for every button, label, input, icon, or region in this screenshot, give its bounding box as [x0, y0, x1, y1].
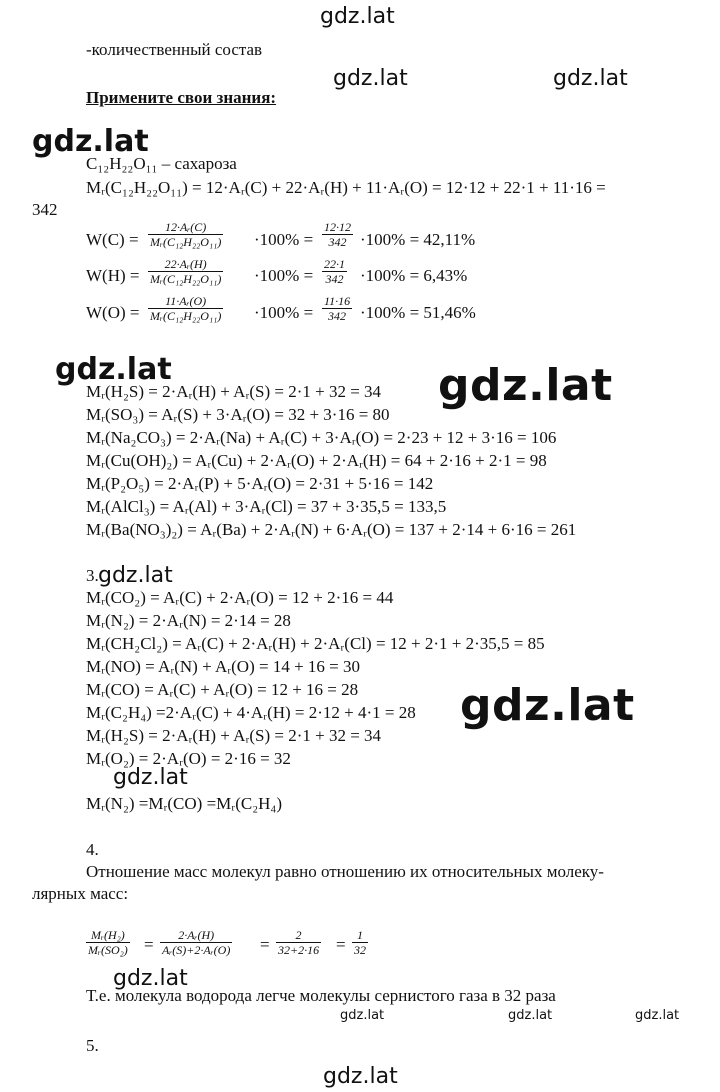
wh-num-2: 22·1: [324, 257, 345, 271]
watermark: gdz.lat: [333, 66, 408, 91]
ratio-fraction-2: [160, 928, 232, 957]
watermark: gdz.lat: [438, 360, 613, 411]
equals-sign: =: [144, 935, 154, 954]
wc-fraction-2: [322, 220, 353, 249]
task4-text: лярных масс:: [32, 884, 129, 903]
wc-label: W(C) =: [86, 230, 139, 249]
ratio-num-4: 1: [352, 928, 368, 943]
watermark: gdz.lat: [98, 563, 173, 588]
watermark: gdz.lat: [340, 1008, 385, 1023]
task3-line: Mᵣ(CH₂Cl₂) = Aᵣ(C) + 2·Aᵣ(H) + 2·Aᵣ(Cl) = 12 + 2·1 + 2·35,5 = 85: [86, 634, 545, 653]
wc-num-2: 12·12: [324, 220, 351, 234]
task3-line: Mᵣ(N₂) = 2·Aᵣ(N) = 2·14 = 28: [86, 611, 291, 630]
wh-label: W(H) =: [86, 266, 140, 285]
wc-mid: ·100% =: [254, 230, 314, 249]
equals-sign: =: [260, 935, 270, 954]
watermark: gdz.lat: [113, 765, 188, 790]
section-heading: Примените свои знания:: [86, 88, 277, 107]
ratio-num-3: 2: [276, 928, 321, 943]
task2-line: Mᵣ(AlCl₃) = Aᵣ(Al) + 3·Aᵣ(Cl) = 37 + 3·35,5 = 133,5: [86, 497, 447, 516]
watermark: gdz.lat: [113, 966, 188, 991]
task3-number: 3.: [86, 566, 99, 585]
ratio-num-2: 2·Aᵣ(H): [160, 928, 232, 943]
ratio-den-2: Aᵣ(S)+2·Aᵣ(O): [162, 943, 231, 957]
watermark: gdz.lat: [553, 66, 628, 91]
task2-line: Mᵣ(Cu(OH)₂) = Aᵣ(Cu) + 2·Aᵣ(O) + 2·Aᵣ(H) = 64 + 2·16 + 2·1 = 98: [86, 451, 547, 470]
watermark: gdz.lat: [635, 1008, 680, 1023]
task3-line: Mᵣ(NO) = Aᵣ(N) + Aᵣ(O) = 14 + 16 = 30: [86, 657, 361, 676]
molar-mass-line: Mᵣ(C₁₂H₂₂O₁₁) = 12·Aᵣ(C) + 22·Aᵣ(H) + 11·Aᵣ(O) = 12·12 + 22·1 + 11·16 =: [86, 178, 606, 197]
task3-line: Mᵣ(CO) = Aᵣ(C) + Aᵣ(O) = 12 + 16 = 28: [86, 680, 359, 699]
wo-fraction-1: [148, 294, 223, 323]
wc-fraction-1: [148, 220, 223, 249]
ratio-fraction-1: [86, 928, 130, 957]
wo-fraction-2: [322, 294, 352, 323]
wh-fraction-2: [322, 257, 347, 286]
wc-num-1: 12·Aᵣ(C): [148, 220, 223, 235]
watermark: gdz.lat: [508, 1008, 553, 1023]
wh-den-1: Mᵣ(C₁₂H₂₂O₁₁): [150, 272, 222, 286]
wo-num-2: 11·16: [324, 294, 351, 308]
task3-line: Mᵣ(O₂) = 2·Aᵣ(O) = 2·16 = 32: [86, 749, 291, 768]
wc-den-1: Mᵣ(C₁₂H₂₂O₁₁): [150, 235, 222, 249]
task2-line: Mᵣ(Ba(NO₃)₂) = Aᵣ(Ba) + 2·Aᵣ(N) + 6·Aᵣ(O) = 137 + 2·14 + 6·16 = 261: [86, 520, 577, 539]
task5-number: 5.: [86, 1036, 99, 1055]
task3-line: Mᵣ(CO₂) = Aᵣ(C) + 2·Aᵣ(O) = 12 + 2·16 = 44: [86, 588, 394, 607]
task3-line: Mᵣ(C₂H₄) =2·Aᵣ(C) + 4·Aᵣ(H) = 2·12 + 4·1 = 28: [86, 703, 416, 722]
task2-line: Mᵣ(SO₃) = Aᵣ(S) + 3·Aᵣ(O) = 32 + 3·16 = 80: [86, 405, 390, 424]
wc-tail: ·100% = 42,11%: [360, 230, 476, 249]
molar-mass-result: 342: [32, 200, 58, 219]
task3-line: Mᵣ(H₂S) = 2·Aᵣ(H) + Aᵣ(S) = 2·1 + 32 = 34: [86, 726, 382, 745]
wh-mid: ·100% =: [254, 266, 314, 285]
task3-conclusion: Mᵣ(N₂) =Mᵣ(CO) =Mᵣ(C₂H₄): [86, 794, 282, 813]
equals-sign: =: [336, 935, 346, 954]
task4-conclusion: Т.е. молекула водорода легче молекулы сернистого газа в 32 раза: [86, 986, 556, 1005]
wo-mid: ·100% =: [254, 303, 314, 322]
wh-den-2: 342: [325, 272, 344, 286]
wh-num-1: 22·Aᵣ(H): [148, 257, 223, 272]
watermark: gdz.lat: [32, 124, 149, 159]
ratio-fraction-4: [352, 928, 368, 957]
task2-line: Mᵣ(H₂S) = 2·Aᵣ(H) + Aᵣ(S) = 2·1 + 32 = 34: [86, 382, 382, 401]
ratio-den-4: 32: [354, 943, 366, 957]
watermark: gdz.lat: [55, 352, 172, 387]
task4-text: Отношение масс молекул равно отношению их относительных молеку-: [86, 862, 604, 881]
wo-den-2: 342: [328, 309, 347, 323]
compound-name: C₁₂H₂₂O₁₁ – сахароза: [86, 154, 237, 173]
task2-line: Mᵣ(Na₂CO₃) = 2·Aᵣ(Na) + Aᵣ(C) + 3·Aᵣ(O) = 2·23 + 12 + 3·16 = 106: [86, 428, 557, 447]
wo-num-1: 11·Aᵣ(O): [148, 294, 223, 309]
task4-number: 4.: [86, 840, 99, 859]
watermark: gdz.lat: [460, 680, 635, 731]
watermark: gdz.lat: [320, 4, 395, 29]
wo-label: W(O) =: [86, 303, 140, 322]
wh-tail: ·100% = 6,43%: [360, 266, 468, 285]
task2-line: Mᵣ(P₂O₅) = 2·Aᵣ(P) + 5·Aᵣ(O) = 2·31 + 5·16 = 142: [86, 474, 434, 493]
wo-tail: ·100% = 51,46%: [360, 303, 476, 322]
wo-den-1: Mᵣ(C₁₂H₂₂O₁₁): [150, 309, 222, 323]
ratio-fraction-3: [276, 928, 321, 957]
ratio-den-3: 32+2·16: [278, 943, 320, 957]
wh-fraction-1: [148, 257, 223, 286]
watermark: gdz.lat: [323, 1064, 398, 1089]
ratio-den-1: Mᵣ(SO₂): [88, 943, 128, 957]
wc-den-2: 342: [328, 235, 347, 249]
intro-text: -количественный состав: [86, 40, 263, 59]
ratio-num-1: Mᵣ(H₂): [86, 928, 130, 943]
